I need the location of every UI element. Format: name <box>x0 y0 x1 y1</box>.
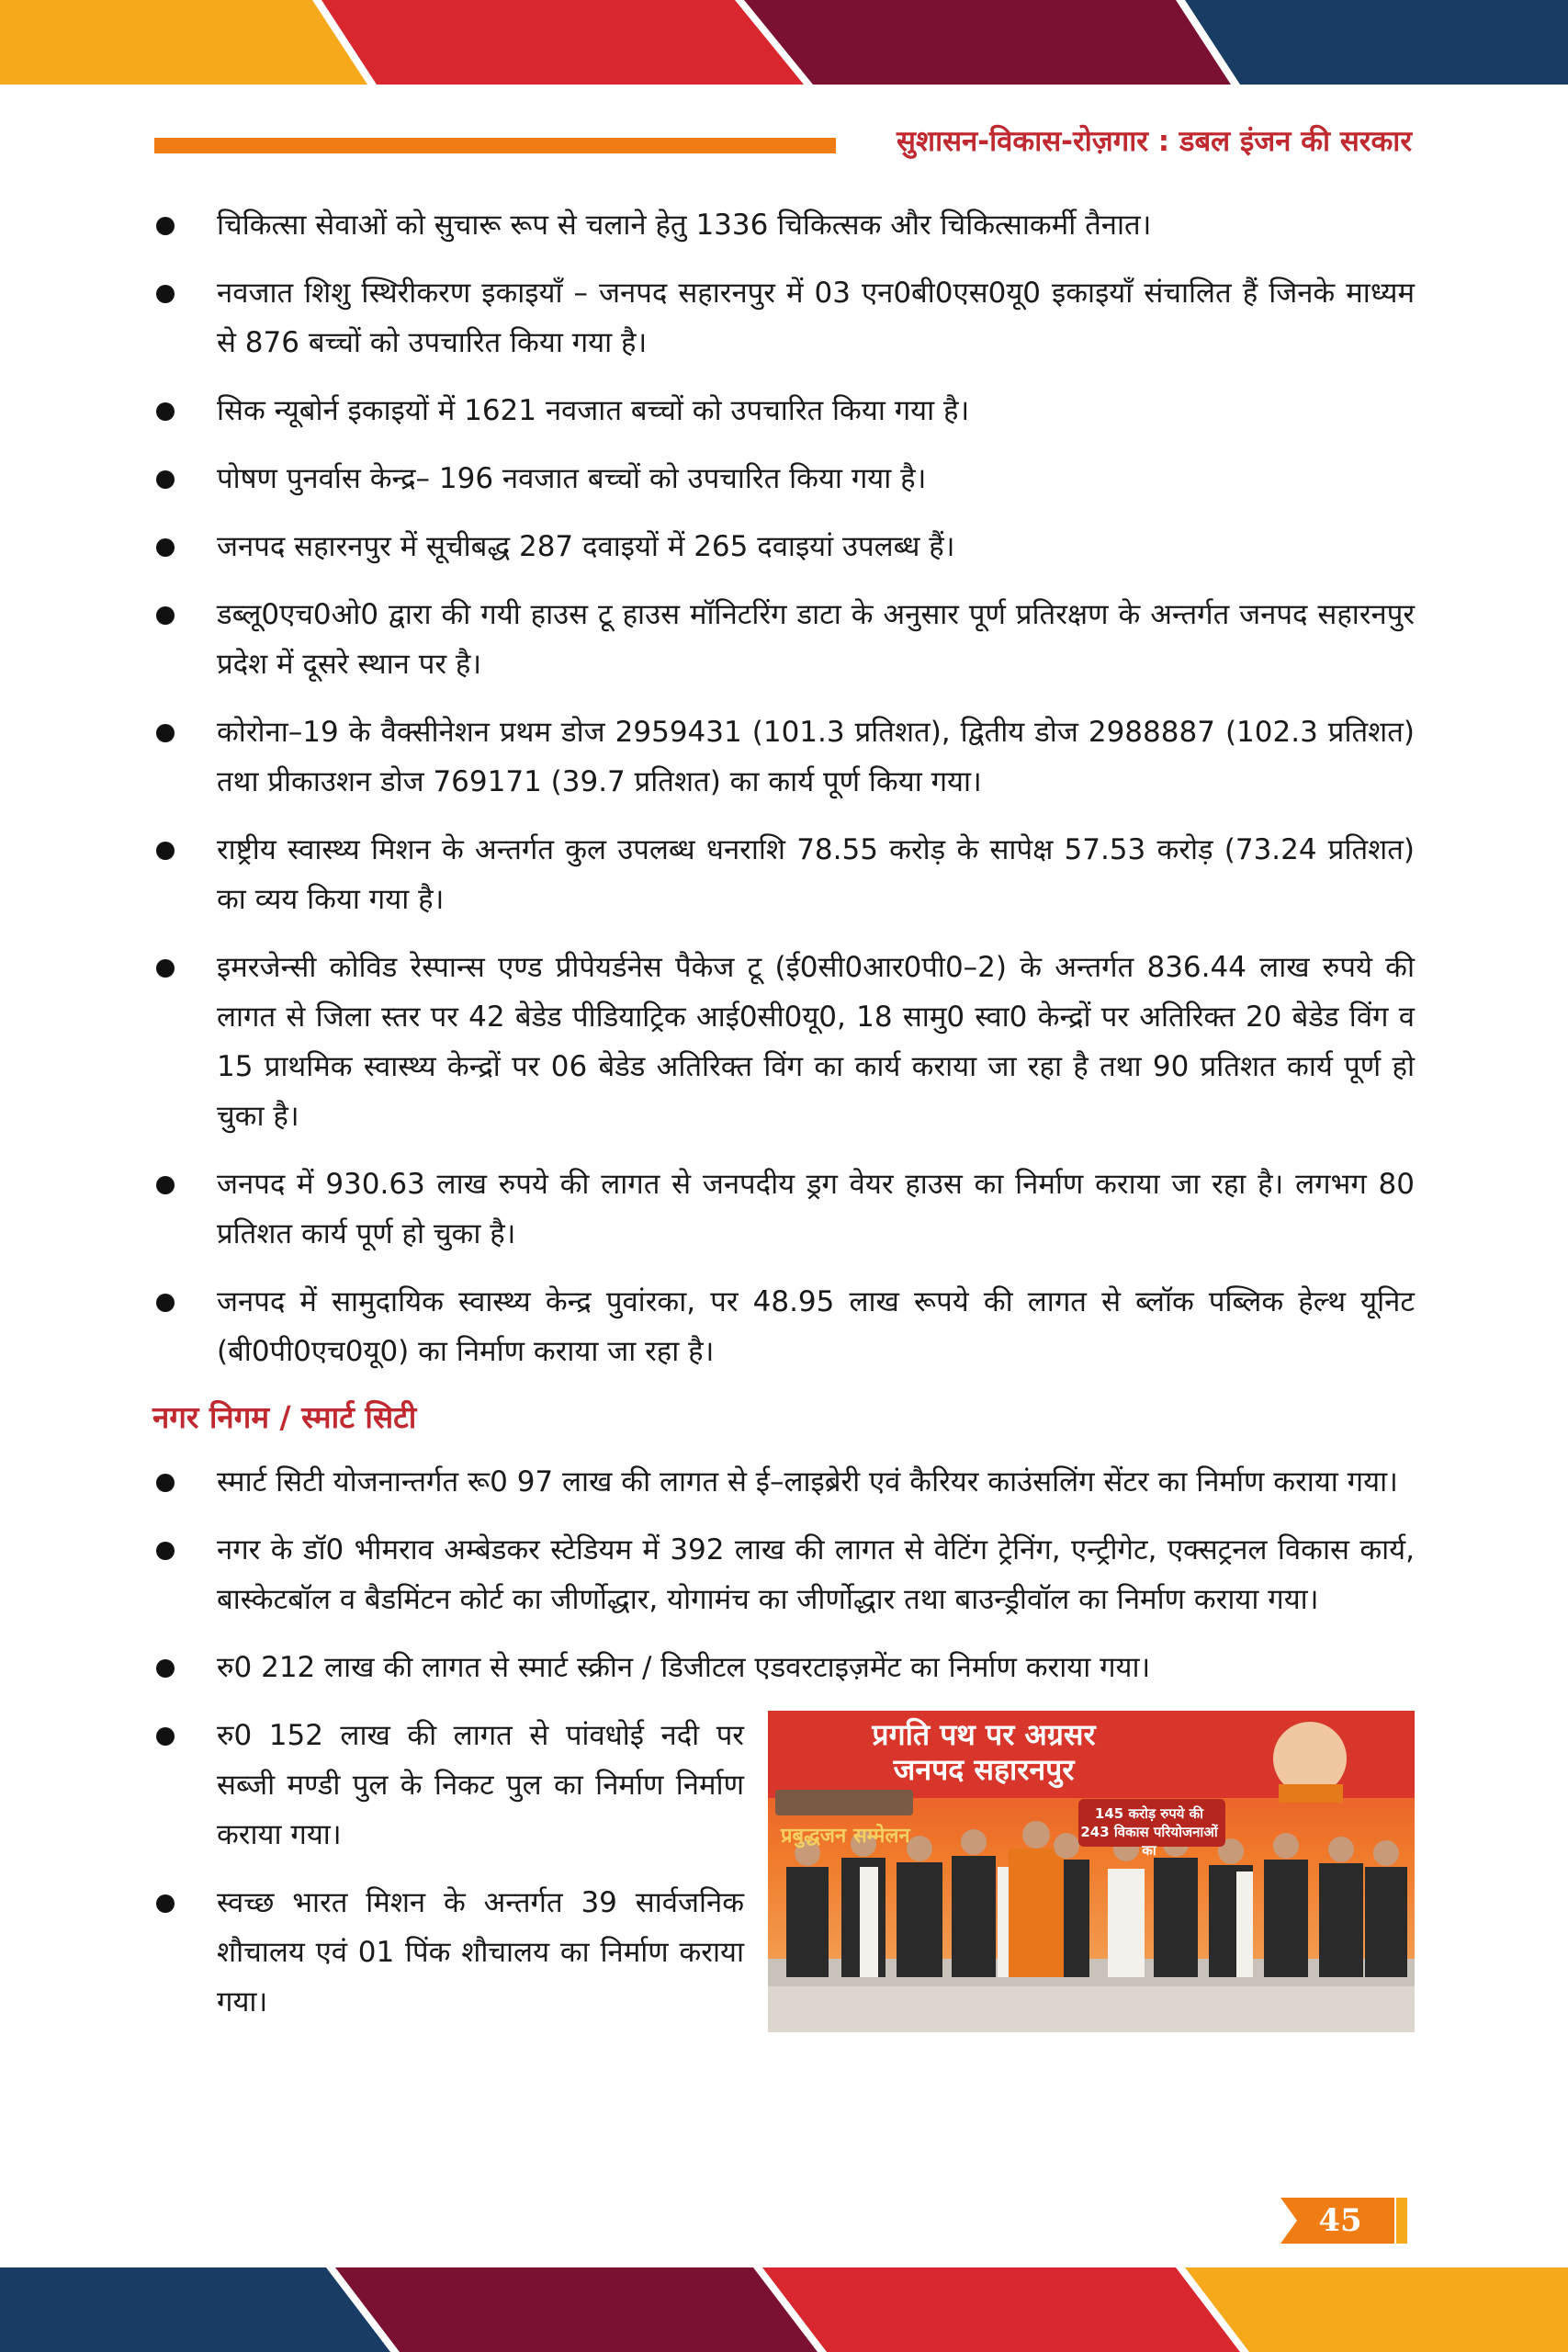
bullet-icon <box>156 842 175 860</box>
list-item: डब्लू0एच0ओ0 द्वारा की गयी हाउस टू हाउस मॉनिटरिंग डाटा के अनुसार पूर्ण प्रतिरक्षण के अन्तर्गत जनपद सहारनपुर प्रदेश में दूसरे स्थान पर है। <box>147 590 1415 689</box>
bullet-icon <box>156 1474 175 1492</box>
bullet-icon <box>156 470 175 489</box>
bullet-icon <box>156 1659 175 1678</box>
band-segment-red <box>762 2267 1240 2352</box>
top-color-band <box>0 0 1568 85</box>
list-item: रु0 212 लाख की लागत से स्मार्ट स्क्रीन / डिजीटल एडवरटाइज़मेंट का निर्माण कराया गया। <box>147 1643 1415 1692</box>
bullet-icon <box>156 1176 175 1194</box>
list-item: स्वच्छ भारत मिशन के अन्तर्गत 39 सार्वजनिक शौचालय एवं 01 पिंक शौचालय का निर्माण कराया गया। <box>147 1878 744 2027</box>
band-segment-red <box>321 0 804 85</box>
list-item: सिक न्यूबोर्न इकाइयों में 1621 नवजात बच्चों को उपचारित किया गया है। <box>147 386 1415 435</box>
list-item: जनपद में सामुदायिक स्वास्थ्य केन्द्र पुवांरका, पर 48.95 लाख रूपये की लागत से ब्लॉक पब्लिक हेल्थ यूनिट (बी0पी0एच0यू0) का निर्माण कराया जा रहा है। <box>147 1277 1415 1376</box>
bullet-icon <box>156 606 175 625</box>
bullet-icon <box>156 959 175 978</box>
photo-banner-right: 145 करोड़ रुपये की 243 विकास परियोजनाओं का <box>1080 1805 1218 1859</box>
band-segment-navy <box>0 2267 390 2352</box>
city-bullet-list <box>147 1457 1415 1692</box>
list-item: नगर के डॉ0 भीमराव अम्बेडकर स्टेडियम में 392 लाख की लागत से वेटिंग ट्रेनिंग, एन्ट्रीगेट, एक्सट्रनल विकास कार्य, बास्केटबॉल व बैडमिंटन कोर्ट का जीर्णोद्धार, योगामंच का जीर्णोद्धार तथा बाउन्ड्रीवॉल का निर्माण कराया गया। <box>147 1525 1415 1624</box>
bottom-row <box>147 1711 1415 2027</box>
page-number: 45 <box>1318 2202 1362 2239</box>
list-item: नवजात शिशु स्थिरीकरण इकाइयाँ – जनपद सहारनपुर में 03 एन0बी0एस0यू0 इकाइयाँ संचालित हैं जिनके माध्यम से 876 बच्चों को उपचारित किया गया है। <box>147 268 1415 368</box>
bullet-icon <box>156 1894 175 1913</box>
band-segment-maroon <box>744 0 1231 85</box>
band-segment-yellow <box>0 0 367 85</box>
bullet-icon <box>156 402 175 421</box>
list-item: राष्ट्रीय स्वास्थ्य मिशन के अन्तर्गत कुल उपलब्ध धनराशि 78.55 करोड़ के सापेक्ष 57.53 करोड़ (73.24 प्रतिशत) का व्यय किया गया है। <box>147 825 1415 924</box>
bullet-icon <box>156 1542 175 1560</box>
list-item: पोषण पुनर्वास केन्द्र– 196 नवजात बच्चों को उपचारित किया गया है। <box>147 454 1415 503</box>
bullet-icon <box>156 217 175 235</box>
list-item: इमरजेन्सी कोविड रेस्पान्स एण्ड प्रीपेयर्डनेस पैकेज टू (ई0सी0आर0पी0–2) के अन्तर्गत 836.44 लाख रुपये की लागत से जिला स्तर पर 42 बेडेड पीडियाट्रिक आई0सी0यू0, 18 सामु0 स्वा0 केन्द्रों पर अतिरिक्त 20 बेडेड विंग व 15 प्राथमिक स्वास्थ्य केन्द्रों पर 06 बेडेड अतिरिक्त विंग का कार्य कराया जा रहा है तथा 90 प्रतिशत कार्य पूर्ण हो चुका है। <box>147 943 1415 1141</box>
event-photo <box>768 1711 1415 2032</box>
bullet-icon <box>156 538 175 557</box>
bullet-icon <box>156 724 175 742</box>
bullet-icon <box>156 285 175 303</box>
photo-title-line2: जनपद सहारनपुर <box>893 1752 1075 1787</box>
list-item: जनपद में 930.63 लाख रुपये की लागत से जनपदीय ड्रग वेयर हाउस का निर्माण कराया जा रहा है। लगभग 80 प्रतिशत कार्य पूर्ण हो चुका है। <box>147 1159 1415 1259</box>
section-heading-nagar-nigam: नगर निगम / स्मार्ट सिटी <box>152 1399 417 1435</box>
band-segment-maroon <box>335 2267 818 2352</box>
photo-title-line1: प्रगति पथ पर अग्रसर <box>872 1717 1096 1752</box>
list-item: रु0 152 लाख की लागत से पांवधोई नदी पर सब्जी मण्डी पुल के निकट पुल का निर्माण निर्माण कराया गया। <box>147 1711 744 1860</box>
list-item: जनपद सहारनपुर में सूचीबद्ध 287 दवाइयों में 265 दवाइयां उपलब्ध हैं। <box>147 522 1415 571</box>
list-item: चिकित्सा सेवाओं को सुचारू रूप से चलाने हेतु 1336 चिकित्सक और चिकित्साकर्मी तैनात। <box>147 200 1415 250</box>
bottom-bullet-list <box>147 1711 744 2027</box>
list-item: कोरोना–19 के वैक्सीनेशन प्रथम डोज 2959431 (101.3 प्रतिशत), द्वितीय डोज 2988887 (102.3 प्रतिशत) तथा प्रीकाउशन डोज 769171 (39.7 प्रतिशत) का कार्य पूर्ण किया गया। <box>147 707 1415 807</box>
bullet-icon <box>156 1294 175 1312</box>
list-item: स्मार्ट सिटी योजनान्तर्गत रू0 97 लाख की लागत से ई–लाइब्रेरी एवं कैरियर काउंसलिंग सेंटर का निर्माण कराया गया। <box>147 1457 1415 1507</box>
photo-banner-left: प्रबुद्धजन सम्मेलन <box>781 1825 910 1848</box>
running-header-title: सुशासन-विकास-रोज़गार : डबल इंजन की सरकार <box>897 125 1412 158</box>
bottom-color-band <box>0 2267 1568 2352</box>
band-segment-yellow <box>1185 2267 1568 2352</box>
band-segment-navy <box>1185 0 1568 85</box>
bullet-icon <box>156 1727 175 1746</box>
page-content <box>147 200 1415 2045</box>
health-bullet-list <box>147 200 1415 1376</box>
header-accent-bar <box>154 138 836 153</box>
